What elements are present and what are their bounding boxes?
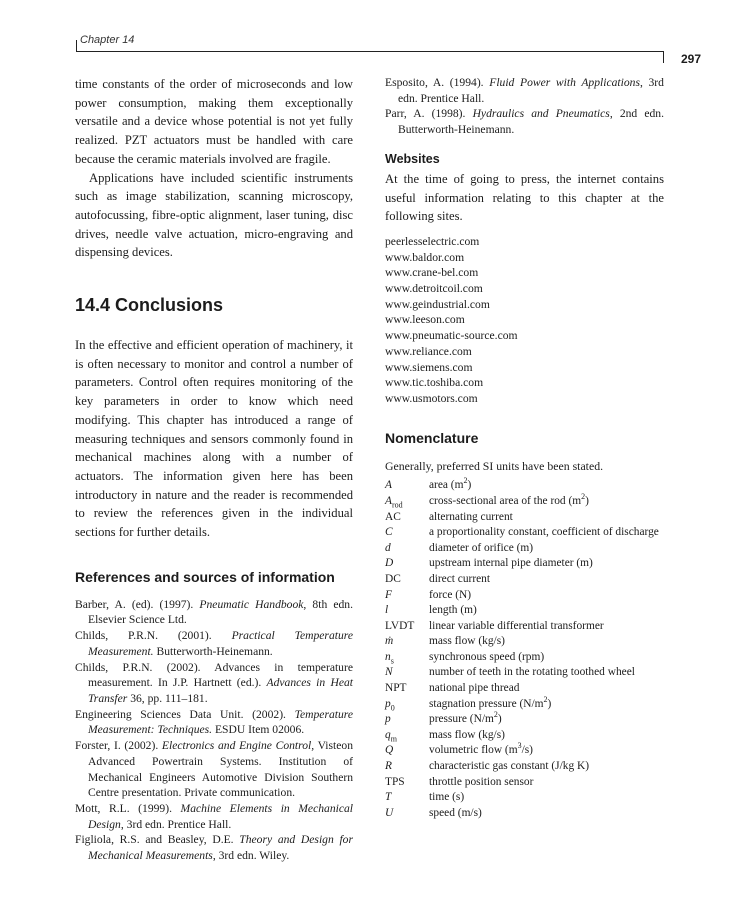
symbol-text: Q [385, 744, 394, 757]
website-url: www.crane-bel.com [385, 266, 479, 280]
symbol-text: U [385, 806, 394, 819]
symbol-subscript: s [390, 656, 394, 666]
reference-title: Hydraulics and Pneumatics [472, 107, 610, 121]
nomenclature-row [385, 790, 659, 806]
website-list [385, 234, 664, 407]
unit-exponent: 2 [493, 710, 498, 720]
conclusions-paragraph: In the effective and efficient operation of machinery, it is often necessary to monitor and control a number of parameters. Control often requires monitoring of the key parameters in order to know which need modifying. This chapter has introduced a range of measuring techniques and sensors commonly found in mechanical machines along with a number of actuators. The information given here has been introductory in nature and the reader is recommended to review the references given in the individual sections for further details. [75, 338, 353, 540]
definition-text: upstream internal pipe diameter (m) [429, 557, 593, 570]
definition-end: ) [585, 494, 589, 507]
nomenclature-definition [429, 478, 659, 494]
nomenclature-symbol [385, 790, 429, 806]
reference-authors: Figliola, R.S. and Beasley, D.E. [75, 833, 240, 847]
nomenclature-row [385, 743, 659, 759]
reference-entry [75, 738, 353, 801]
definition-text: number of teeth in the rotating toothed wheel [429, 666, 635, 679]
nomenclature-row [385, 494, 659, 510]
definition-text: a proportionality constant, coefficient of discharge [429, 526, 659, 539]
nomenclature-definition [429, 572, 659, 588]
definition-text: diameter of orifice (m) [429, 541, 534, 554]
symbol-text: A [385, 494, 392, 507]
page-header [0, 0, 737, 70]
symbol-subscript: 0 [390, 702, 395, 712]
reference-title: Temperature Measurement: Techniques. [88, 707, 353, 737]
nomenclature-row [385, 806, 659, 822]
nomenclature-row [385, 510, 659, 526]
symbol-text: D [385, 557, 394, 570]
definition-text: speed (m/s) [429, 806, 482, 819]
reference-title: Fluid Power with Applications [489, 76, 640, 89]
page-number: 297 [681, 52, 702, 66]
reference-details: , 3rd edn. Prentice Hall. [398, 76, 664, 105]
nomenclature-symbol [385, 619, 429, 635]
reference-authors: Esposito, A. (1994). [385, 76, 490, 89]
nomenclature-row [385, 525, 659, 541]
chapter-label: Chapter 14 [80, 34, 135, 46]
definition-end: ) [497, 713, 502, 726]
website-url: www.tic.toshiba.com [385, 376, 484, 390]
definition-text: time (s) [429, 791, 465, 804]
nomenclature-definition [429, 588, 659, 604]
references-list-continued [385, 75, 664, 138]
header-rule-tick-right [663, 51, 664, 63]
reference-title: Theory and Design for Mechanical Measurements [88, 833, 353, 863]
nomenclature-symbol [385, 681, 429, 697]
definition-end: ) [547, 697, 552, 710]
nomenclature-row [385, 603, 659, 619]
websites-intro: At the time of going to press, the internet contains useful information relating to this chapter at the following sites. [385, 171, 664, 224]
definition-text: alternating current [429, 510, 513, 523]
nomenclature-symbol [385, 743, 429, 759]
nomenclature-symbol [385, 665, 429, 681]
conclusions-heading: 14.4 Conclusions [75, 295, 224, 316]
nomenclature-symbol [385, 525, 429, 541]
nomenclature-symbol [385, 759, 429, 775]
definition-text: characteristic gas constant (J/kg K) [429, 760, 590, 773]
definition-text: synchronous speed (rpm) [429, 650, 545, 663]
nomenclature-symbol [385, 494, 429, 510]
nomenclature-symbol [385, 541, 429, 557]
nomenclature-definition [429, 728, 659, 744]
reference-title: Electronics and Engine Control, [161, 739, 315, 753]
website-url: www.pneumatic-source.com [385, 329, 518, 343]
right-column [385, 75, 664, 821]
references-list [75, 597, 353, 864]
nomenclature-intro: Generally, preferred SI units have been stated. [385, 458, 604, 473]
nomenclature-symbol [385, 634, 429, 650]
definition-text: pressure (N/m [429, 713, 494, 726]
reference-title: Machine Elements in Mechanical Design [88, 801, 353, 831]
reference-entry [75, 628, 353, 659]
nomenclature-row [385, 650, 659, 666]
definition-text: mass flow (kg/s) [429, 635, 505, 648]
website-url: www.siemens.com [385, 360, 473, 374]
reference-details: , 3rd edn. Prentice Hall. [120, 817, 232, 831]
nomenclature-definition [429, 743, 659, 759]
reference-details: , 2nd edn. Butterworth-Heinemann. [398, 107, 664, 137]
reference-details: Butterworth-Heinemann. [153, 644, 273, 658]
symbol-text: ṁ [385, 635, 394, 648]
reference-authors: Childs, P.R.N. (2001). [75, 629, 232, 643]
nomenclature-row [385, 681, 659, 697]
reference-entry [75, 832, 353, 863]
nomenclature-row [385, 478, 659, 494]
nomenclature-definition [429, 712, 659, 728]
reference-authors: Engineering Sciences Data Unit. (2002). [75, 707, 295, 721]
nomenclature-row [385, 697, 659, 713]
nomenclature-definition [429, 790, 659, 806]
symbol-text: n [385, 650, 391, 663]
reference-details: , 3rd edn. Wiley. [212, 849, 290, 863]
website-url: www.geindustrial.com [385, 297, 490, 311]
symbol-text: A [385, 479, 392, 492]
symbol-text: AC [385, 510, 401, 523]
nomenclature-symbol [385, 478, 429, 494]
reference-entry [75, 597, 353, 628]
nomenclature-row [385, 556, 659, 572]
nomenclature-symbol [385, 556, 429, 572]
definition-text: mass flow (kg/s) [429, 728, 505, 741]
nomenclature-definition [429, 525, 659, 541]
reference-entry [385, 106, 664, 137]
symbol-subscript: rod [391, 500, 403, 510]
nomenclature-row [385, 588, 659, 604]
nomenclature-row [385, 665, 659, 681]
definition-end: /s) [521, 744, 533, 757]
reference-entry [75, 660, 353, 707]
symbol-text: LVDT [385, 619, 415, 632]
reference-details: Visteon Advanced Powertrain Systems. Institution of Mechanical Engineers Automotive Division Southern Centre presentation. Private communication. [88, 739, 353, 800]
nomenclature-definition [429, 634, 659, 650]
nomenclature-definition [429, 806, 659, 822]
reference-details: ESDU Item 02006. [212, 723, 305, 737]
definition-text: area (m [429, 479, 464, 492]
reference-title: Practical Temperature Measurement. [88, 629, 353, 658]
definition-text: national pipe thread [429, 682, 520, 695]
intro-paragraph: time constants of the order of microseconds and low power consumption, making them exceptionally versatile and a device whose potential is not yet fully realized. PZT actuators must be handled with care because the ceramic materials involved are fragile. [75, 77, 353, 166]
website-url: peerlesselectric.com [385, 234, 480, 248]
definition-text: stagnation pressure (N/m [429, 697, 544, 710]
nomenclature-symbol [385, 650, 429, 666]
nomenclature-definition [429, 603, 659, 619]
symbol-text: p [385, 697, 391, 710]
symbol-text: TPS [385, 775, 405, 788]
reference-authors: Parr, A. (1998). [385, 107, 473, 121]
unit-exponent: 2 [581, 492, 586, 502]
nomenclature-row [385, 775, 659, 791]
nomenclature-definition [429, 541, 659, 557]
symbol-text: T [385, 791, 392, 804]
nomenclature-row [385, 712, 659, 728]
nomenclature-definition [429, 759, 659, 775]
websites-heading: Websites [385, 151, 440, 166]
website-url: www.reliance.com [385, 344, 472, 358]
symbol-text: C [385, 526, 393, 539]
header-rule [76, 51, 663, 52]
unit-exponent: 2 [543, 694, 548, 704]
website-url: www.leeson.com [385, 313, 465, 327]
symbol-text: d [385, 541, 391, 554]
nomenclature-row [385, 541, 659, 557]
reference-entry [385, 75, 664, 106]
nomenclature-symbol [385, 728, 429, 744]
reference-entry [75, 801, 353, 832]
reference-details: , 8th edn. Elsevier Science Ltd. [88, 597, 353, 627]
definition-text: linear variable differential transformer [429, 619, 604, 632]
reference-title: Advances in Heat Transfer [88, 676, 353, 705]
definition-end: ) [467, 479, 472, 492]
nomenclature-symbol [385, 603, 429, 619]
nomenclature-symbol [385, 697, 429, 713]
website-url: www.detroitcoil.com [385, 282, 483, 296]
reference-title: Pneumatic Handbook [199, 597, 304, 611]
reference-authors: Childs, P.R.N. (2002). Advances in temperature measurement. In J.P. Hartnett (ed.). [75, 660, 353, 690]
nomenclature-symbol [385, 510, 429, 526]
nomenclature-symbol [385, 588, 429, 604]
unit-exponent: 2 [463, 476, 468, 486]
references-heading: References and sources of information [75, 568, 335, 585]
nomenclature-symbol [385, 775, 429, 791]
nomenclature-definition [429, 694, 659, 713]
definition-text: length (m) [429, 604, 477, 617]
nomenclature-row [385, 759, 659, 775]
symbol-text: DC [385, 572, 401, 585]
symbol-text: l [385, 604, 389, 617]
definition-text: force (N) [429, 588, 472, 601]
nomenclature-row [385, 634, 659, 650]
nomenclature-symbol [385, 806, 429, 822]
nomenclature-definition [429, 665, 659, 681]
reference-details: 36, pp. 111–181. [127, 691, 208, 705]
nomenclature-row [385, 572, 659, 588]
nomenclature-symbol [385, 572, 429, 588]
nomenclature-heading: Nomenclature [385, 429, 479, 446]
reference-authors: Mott, R.L. (1999). [75, 801, 181, 815]
definition-text: direct current [429, 572, 491, 585]
symbol-text: R [385, 760, 392, 773]
symbol-text: NPT [385, 682, 407, 695]
unit-exponent: 3 [517, 741, 522, 751]
nomenclature-table [385, 478, 659, 821]
symbol-subscript: m [390, 734, 397, 744]
nomenclature-definition [429, 650, 659, 666]
website-url: www.baldor.com [385, 250, 465, 264]
reference-entry [75, 707, 353, 738]
nomenclature-definition [429, 619, 659, 635]
nomenclature-symbol [385, 712, 429, 728]
website-url: www.usmotors.com [385, 391, 478, 405]
nomenclature-definition [429, 510, 659, 526]
nomenclature-row [385, 619, 659, 635]
definition-text: volumetric flow (m [429, 744, 518, 757]
symbol-text: F [385, 588, 392, 601]
left-column [75, 75, 353, 864]
symbol-text: q [385, 728, 391, 741]
nomenclature-definition [429, 494, 659, 510]
nomenclature-definition [429, 556, 659, 572]
applications-paragraph: Applications have included scientific instruments such as image stabilization, scanning microscopy, autofocussing, fibre-optic alignment, laser tuning, disc drives, needle valve actuation, micro-engraving and dispensing devices. [75, 170, 353, 260]
nomenclature-definition [429, 775, 659, 791]
symbol-text: p [385, 713, 391, 726]
reference-authors: Forster, I. (2002). [75, 739, 162, 753]
symbol-text: N [385, 666, 393, 679]
definition-text: throttle position sensor [429, 775, 534, 788]
definition-text: cross-sectional area of the rod (m [429, 494, 582, 507]
reference-authors: Barber, A. (ed). (1997). [75, 597, 200, 611]
